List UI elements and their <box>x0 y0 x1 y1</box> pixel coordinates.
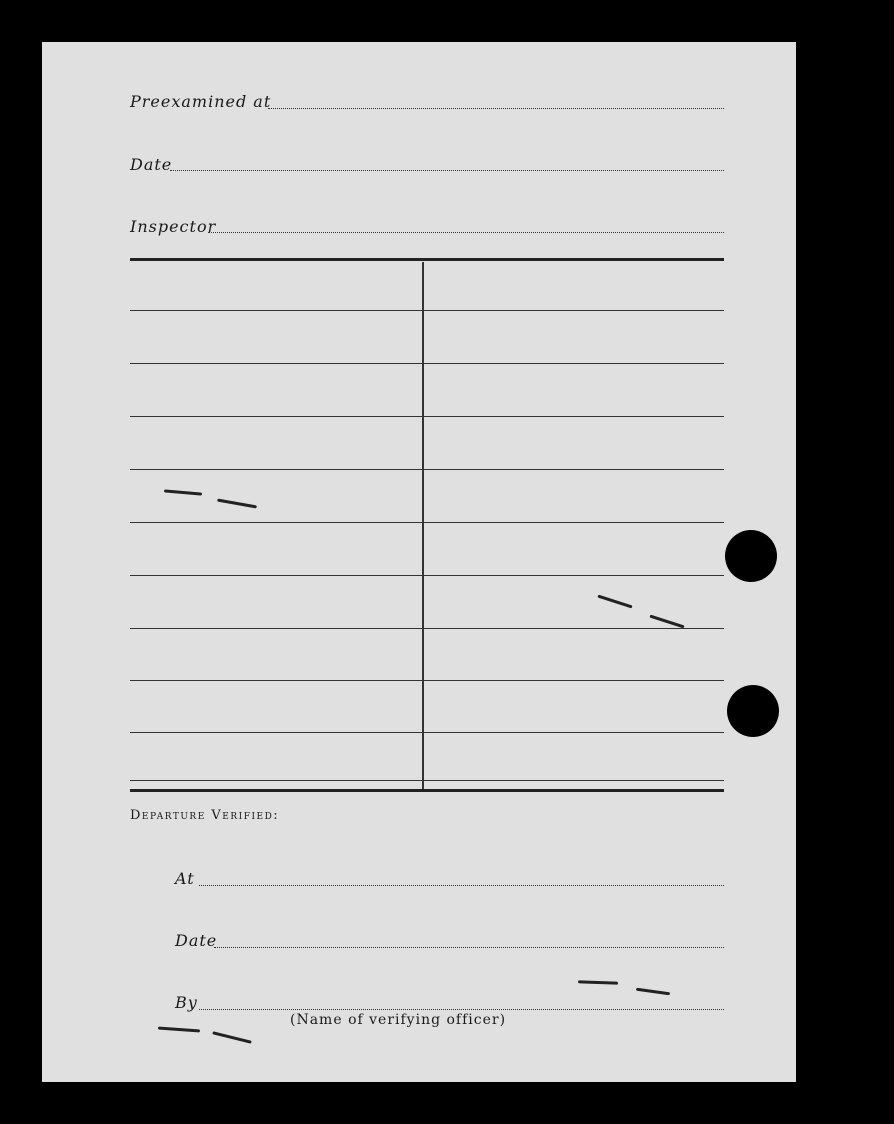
staple-mark <box>649 615 684 629</box>
table-row-line <box>130 416 724 417</box>
departure-date-label: Date <box>175 931 218 950</box>
departure-at-label: At <box>175 869 195 888</box>
date-label: Date <box>130 155 173 174</box>
table-bottom-rule <box>130 789 724 792</box>
inspector-label: Inspector <box>130 217 217 236</box>
table-row-line <box>130 732 724 733</box>
punch-hole <box>725 530 777 582</box>
table-row-line <box>130 628 724 629</box>
table-row-line <box>130 363 724 364</box>
staple-mark <box>158 1027 200 1033</box>
table-row-line <box>130 310 724 311</box>
staple-mark <box>217 499 257 509</box>
inspector-field-line <box>208 232 724 233</box>
departure-verified-heading: Departure Verified: <box>130 808 280 823</box>
staple-mark <box>212 1031 252 1044</box>
punch-hole <box>727 685 779 737</box>
table-row-line <box>130 469 724 470</box>
table-center-divider <box>422 262 424 790</box>
departure-by-field-line <box>199 1009 724 1010</box>
staple-mark <box>597 595 632 609</box>
staple-mark <box>578 980 618 984</box>
table-row-line <box>130 522 724 523</box>
table-row-line <box>130 575 724 576</box>
staple-mark <box>636 988 670 996</box>
departure-by-label: By <box>175 993 198 1012</box>
form-card <box>42 42 796 1082</box>
departure-at-field-line <box>199 885 724 886</box>
date-field-line <box>170 170 724 171</box>
table-top-rule <box>130 258 724 261</box>
staple-mark <box>164 489 202 495</box>
preexamined-field-line <box>268 108 724 109</box>
table-row-line <box>130 780 724 781</box>
departure-date-field-line <box>214 947 724 948</box>
verifying-officer-caption: (Name of verifying officer) <box>290 1012 507 1028</box>
table-row-line <box>130 680 724 681</box>
preexamined-label: Preexamined at <box>130 92 272 111</box>
